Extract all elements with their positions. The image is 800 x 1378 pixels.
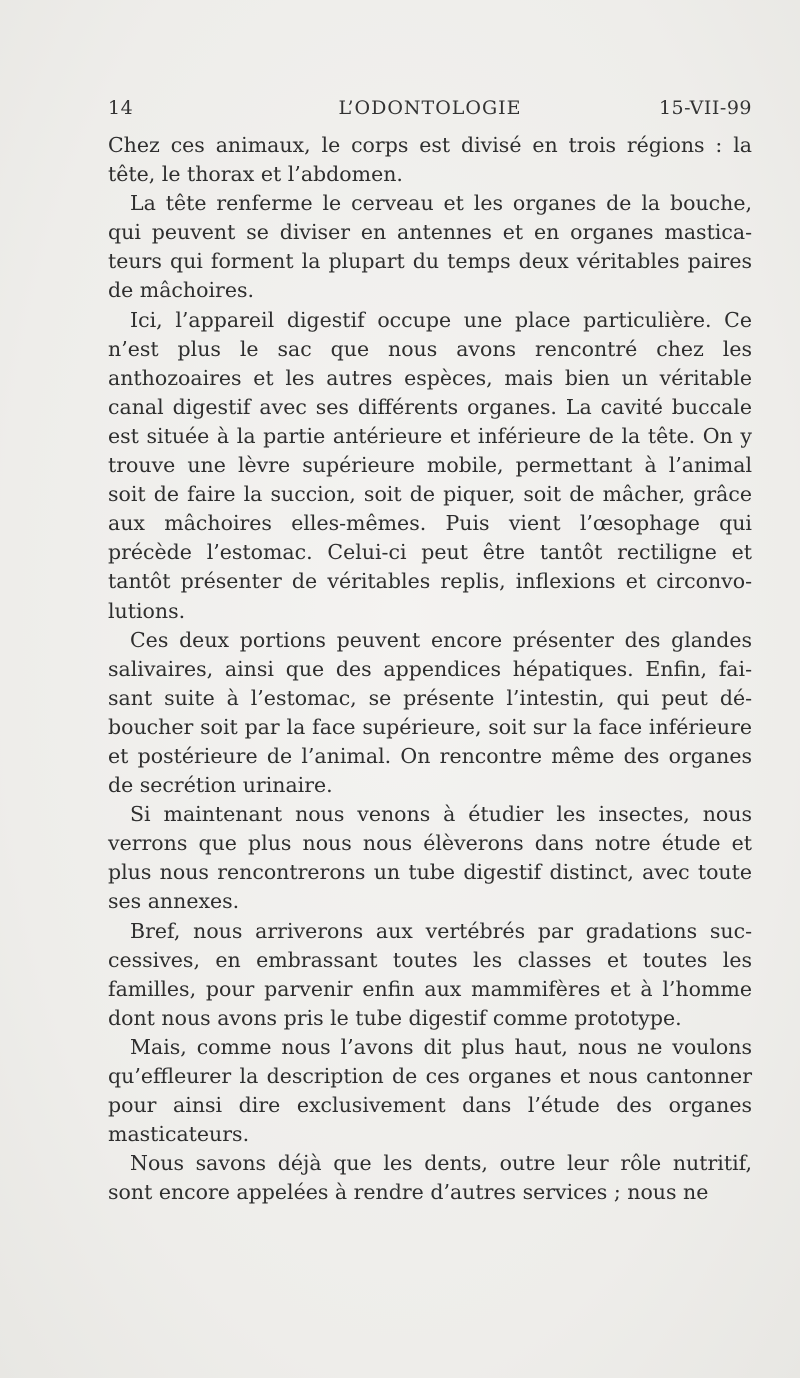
paragraph: La tête renferme le cerveau et les organes de la bouche, qui peuvent se diviser en antennes et en organes mastica- teurs qui forment la plupart du temps deux véritables paires de mâchoires. [108,191,752,303]
page-number: 14 [108,97,134,119]
journal-title: L’ODONTOLOGIE [338,97,522,119]
paragraph: Mais, comme nous l’avons dit plus haut, nous ne voulons qu’effleurer la description de ces organes et nous cantonner pour ainsi dire exclusivement dans l’étude des organes masticateurs. [108,1034,752,1147]
paragraph: Nous savons déjà que les dents, outre leur rôle nutritif, sont encore appelées à rendre d’autres services ; nous ne [108,1151,752,1205]
paragraph: Ici, l’appareil digestif occupe une place particulière. Ce n’est plus le sac que nous avons rencontré chez les anthozoaires et les autres espèces, mais bien un véritable canal digestif avec ses différents organes. La cavité buccale est située à la partie antérieure et inférieure de la tête. On y trouve une lèvre supérieure mobile, permettant à l’animal soit de faire la succion, soit de piquer, soit de mâcher, grâce aux mâchoires elles-mêmes. Puis vient l’œsophage qui précède l’estomac. Celui-ci peut être tantôt rectiligne et tantôt présenter de véritables replis, inflexions et circonvo- lutions. [108,307,752,623]
paragraph: Bref, nous arriverons aux vertébrés par gradations suc- cessives, en embrassant toutes les classes et toutes les familles, pour parvenir enfin aux mammifères et à l’homme dont nous avons pris le tube digestif comme prototype. [108,918,752,1030]
body-text [108,131,752,1207]
paragraph: Ces deux portions peuvent encore présenter des glandes salivaires, ainsi que des appendices hépatiques. Enfin, fai- sant suite à l’estomac, se présente l’intestin, qui peut dé- boucher soit par la face supérieure, soit sur la face inférieure et postérieure de l’animal. On rencontre même des organes de secrétion urinaire. [108,627,752,798]
running-header [108,97,752,127]
paragraph: Chez ces animaux, le corps est divisé en trois régions : la tête, le thorax et l’abdomen. [108,133,752,187]
issue-date: 15-VII-99 [658,97,752,119]
paragraph: Si maintenant nous venons à étudier les insectes, nous verrons que plus nous nous élèverons dans notre étude et plus nous rencontrerons un tube digestif distinct, avec toute ses annexes. [108,802,752,914]
